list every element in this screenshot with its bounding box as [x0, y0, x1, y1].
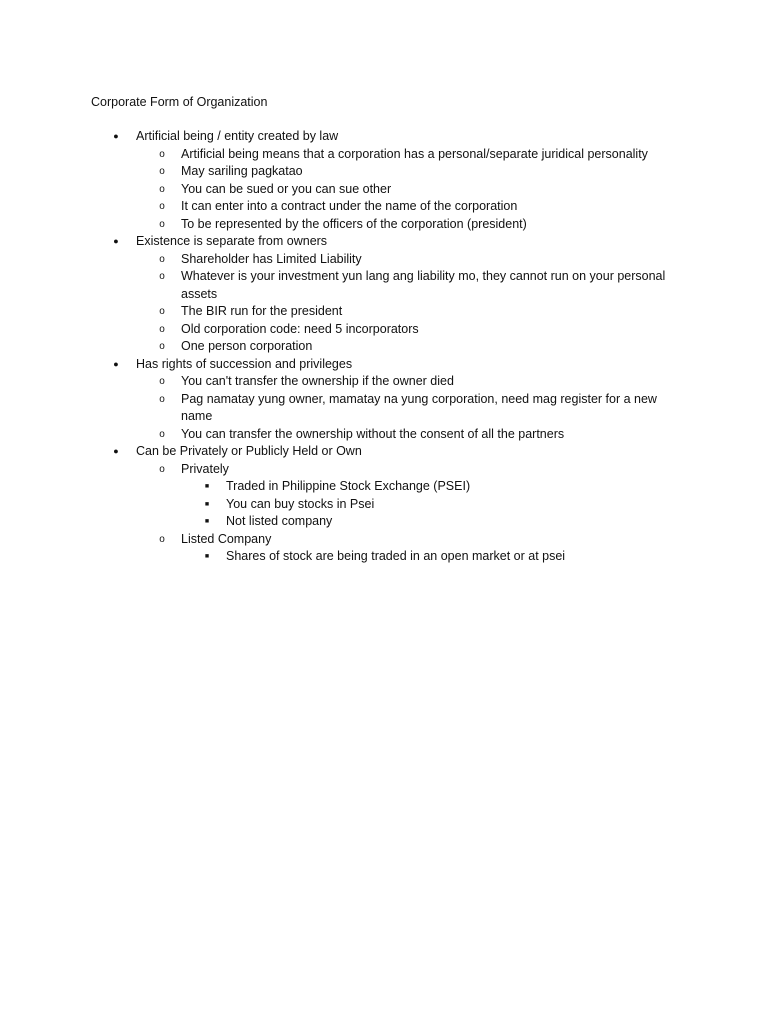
sub-list-item-text: You can't transfer the ownership if the owner died: [181, 374, 454, 388]
sub-list-item-text: Whatever is your investment yun lang ang liability mo, they cannot run on your personal assets: [181, 269, 666, 301]
sub-list-item: [0, 268, 768, 303]
bullet-marker: ●: [113, 236, 119, 246]
sub-sub-list-item: [0, 496, 768, 514]
sub-list-item: [0, 373, 768, 391]
sub-bullet-marker: o: [159, 306, 165, 317]
sub-bullet-marker: o: [159, 463, 165, 475]
sub-bullet-marker: o: [159, 428, 165, 440]
sub-list-item: [0, 146, 768, 164]
sub-list-item: [0, 321, 768, 339]
sub-list-item: [0, 426, 768, 444]
sub-sub-list-item-text: Not listed company: [226, 514, 333, 528]
sub-sub-list-item: [0, 478, 768, 496]
sub-list-item-text: May sariling pagkatao: [181, 164, 303, 178]
sub-list-item: [0, 198, 768, 216]
sub-sub-list-item-text: Traded in Philippine Stock Exchange (PSEI): [226, 479, 471, 493]
sub-list-item: [0, 338, 768, 356]
sub-bullet-marker: o: [159, 533, 165, 545]
square-bullet-marker: ■: [204, 500, 210, 508]
sub-list-item-text: You can transfer the ownership without the consent of all the partners: [181, 426, 565, 441]
bullet-marker: ●: [113, 131, 119, 141]
sub-list-item: [0, 181, 768, 199]
list-item: [0, 128, 768, 146]
sub-bullet-marker: o: [159, 323, 165, 335]
sub-bullet-marker: o: [159, 218, 165, 230]
sub-sub-list-item: [0, 548, 768, 566]
list-item-text: Artificial being / entity created by law: [136, 129, 339, 143]
bullet-marker: ●: [113, 446, 119, 456]
sub-list-item: [0, 163, 768, 181]
sub-sub-list-item: [0, 513, 768, 531]
sub-bullet-marker: o: [159, 271, 165, 282]
sub-bullet-marker: o: [159, 148, 165, 160]
bullet-marker: ●: [113, 358, 119, 369]
square-bullet-marker: ■: [204, 553, 210, 560]
sub-bullet-marker: o: [159, 253, 165, 265]
sub-list-item-text: The BIR run for the president: [181, 304, 343, 318]
sub-list-item-text: Pag namatay yung owner, mamatay na yung corporation, need mag register for a new name: [181, 391, 657, 423]
list-item-text: Existence is separate from owners: [136, 234, 328, 248]
sub-sub-list-item-text: Shares of stock are being traded in an open market or at psei: [226, 549, 566, 563]
sub-bullet-marker: o: [159, 341, 165, 352]
sub-list-item: [0, 391, 768, 426]
sub-bullet-marker: o: [159, 393, 165, 405]
sub-list-item-text: Listed Company: [181, 531, 272, 546]
sub-list-item-text: One person corporation: [181, 339, 313, 353]
sub-list-item-text: Artificial being means that a corporation has a personal/separate juridical personality: [181, 146, 648, 161]
square-bullet-marker: ■: [204, 483, 210, 490]
list-item: [0, 233, 768, 251]
sub-list-item-text: You can be sued or you can sue other: [181, 181, 392, 196]
document-title: Corporate Form of Organization: [91, 95, 268, 109]
sub-list-item-text: To be represented by the officers of the corporation (president): [181, 216, 527, 231]
sub-sub-list-item-text: You can buy stocks in Psei: [226, 496, 375, 511]
sub-bullet-marker: o: [159, 166, 165, 177]
sub-bullet-marker: o: [159, 201, 165, 212]
bullet-outline: [0, 128, 768, 566]
sub-bullet-marker: o: [159, 376, 165, 387]
sub-list-item-text: It can enter into a contract under the name of the corporation: [181, 199, 518, 213]
list-item: [0, 443, 768, 461]
sub-list-item: [0, 251, 768, 269]
sub-list-item: [0, 216, 768, 234]
sub-list-item: [0, 531, 768, 549]
sub-list-item-text: Shareholder has Limited Liability: [181, 251, 362, 266]
sub-list-item-text: Old corporation code: need 5 incorporators: [181, 321, 419, 336]
square-bullet-marker: ■: [204, 518, 210, 525]
list-item-text: Can be Privately or Publicly Held or Own: [136, 444, 362, 458]
sub-bullet-marker: o: [159, 183, 165, 195]
list-item: [0, 356, 768, 374]
sub-list-item-text: Privately: [181, 461, 229, 476]
sub-list-item: [0, 303, 768, 321]
list-item-text: Has rights of succession and privileges: [136, 356, 353, 371]
sub-list-item: [0, 461, 768, 479]
